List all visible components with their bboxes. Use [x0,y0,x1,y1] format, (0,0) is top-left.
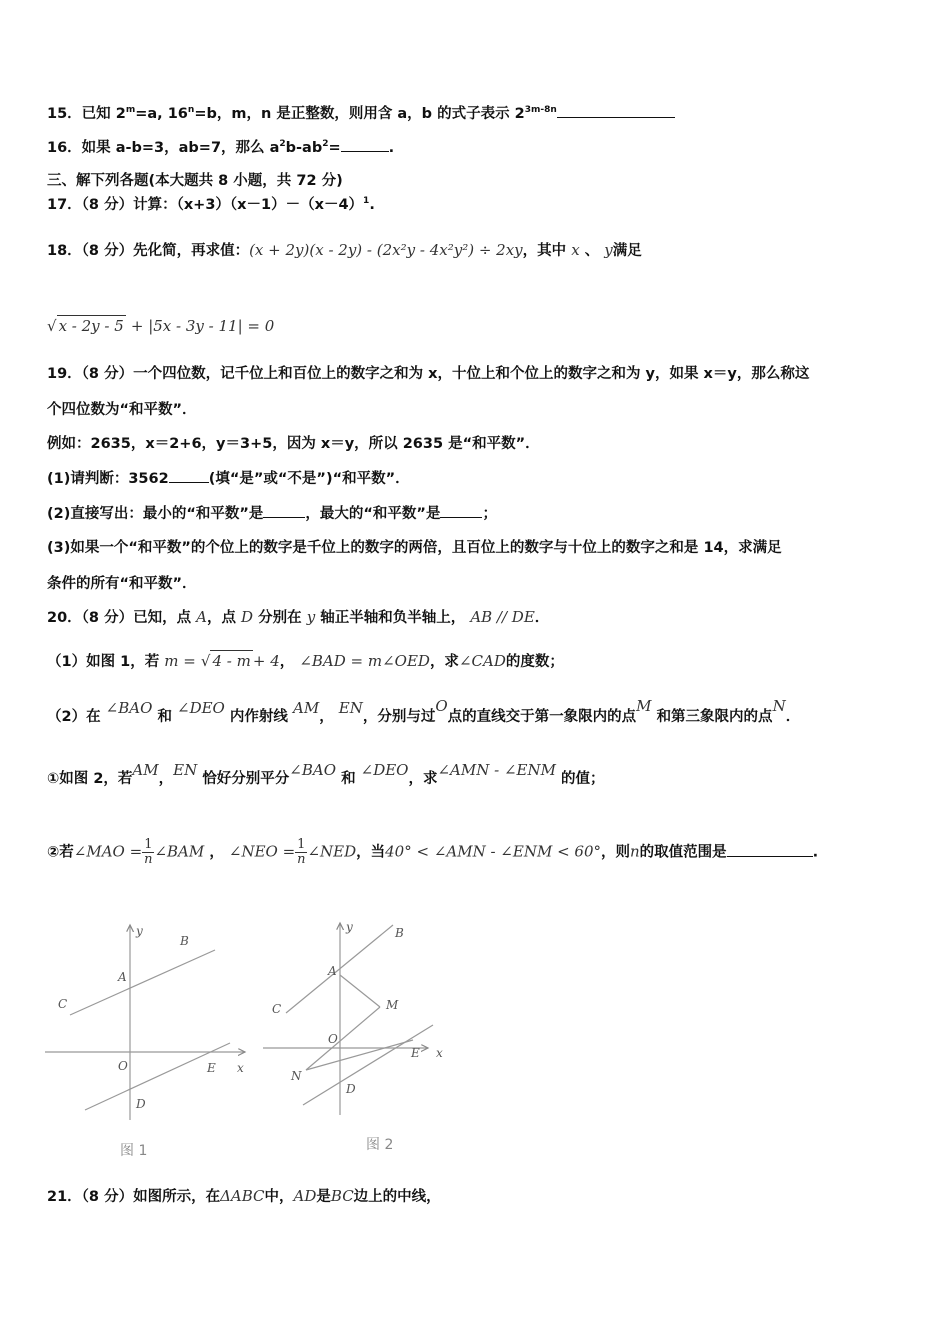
question-19-example: 例如：2635，x＝2+6，y＝3+5，因为 x＝y，所以 2635 是“和平数”． [47,436,540,452]
question-21: 21．（8 分）如图所示，在ΔABC中，AD是BC边上的中线， [47,1187,441,1205]
question-20-part-2: （2）在 ∠BAO 和 ∠DEO 内作射线 AM， EN，分别与过O点的直线交于第一象限内的点M 和第三象限内的点N． [47,697,801,725]
line-ab [70,950,215,1015]
ray-am [340,975,380,1007]
figure-2 [258,915,458,1165]
question-19-part-1: (1)请判断：3562 (填“是”或“不是”)“和平数”． [47,468,410,489]
question-19-part-3: (3)如果一个“和平数”的个位上的数字是千位上的数字的两倍，且百位上的数字与十位上的数字之和是 14，求满足 [47,540,782,556]
answer-blank [341,137,389,152]
line-de [85,1043,230,1110]
fig2-label-y: y [346,920,353,934]
fig2-label-c: C [272,1002,282,1016]
question-16: 16．如果 a-b=3，ab=7，那么 $a^2b-ab^2=$ . [47,137,394,158]
figure-1 [40,915,260,1165]
fig2-label-m: M [386,998,399,1012]
question-20-part-1: （1）如图 1，若 m = √ 4 - m + 4， ∠BAD = m∠OED，求∠CAD的度数； [47,652,564,670]
fig1-label-y: y [136,924,143,938]
answer-blank [169,468,209,483]
fig1-label-a: A [118,970,127,984]
question-19-line-2: 个四位数为“和平数”． [47,402,197,418]
question-20-case-1: ①如图 2，若AM，EN 恰好分别平分∠BAO 和 ∠DEO，求∠AMN - ∠ENM 的值； [47,761,605,787]
fig1-caption: 图 1 [120,1143,148,1159]
answer-blank [727,842,813,857]
fig2-label-e: E [411,1046,420,1060]
answer-blank [263,503,305,518]
fig2-label-d: D [346,1082,356,1096]
question-18-condition: √ x - 2y - 5 + |5x - 3y - 11| = 0 [47,317,275,335]
fig2-caption: 图 2 [366,1137,394,1153]
fig2-label-n: N [291,1069,302,1083]
question-15: 15．已知 $2^m=a$, $16^n=b$，m，n 是正整数，则用含 a，b 的式子表示 $2^{3m-8n}$ [47,103,675,124]
line-mn [306,1007,380,1070]
fig1-label-e: E [207,1061,216,1075]
section-3-heading: 三、解下列各题(本大题共 8 小题，共 72 分) [47,173,343,189]
fig1-label-x: x [237,1061,244,1075]
ray-en [306,1040,413,1070]
question-20: 20．（8 分）已知，点 A，点 D 分别在 y 轴正半轴和负半轴上， AB // DE． [47,608,550,626]
fig1-label-o: O [118,1059,128,1073]
question-19-line-1: 19．（8 分）一个四位数，记千位上和百位上的数字之和为 x，十位上和个位上的数字之和为 y，如果 x＝y，那么称这 [47,366,810,382]
fig2-label-x: x [436,1046,443,1060]
fig1-label-d: D [136,1097,146,1111]
fig2-label-o: O [328,1032,338,1046]
simplify-expression: (x + 2y)(x - 2y) - (2x²y - 4x²y²) ÷ 2xy [249,241,523,259]
fig1-label-c: C [58,997,68,1011]
question-17: 17．（8 分）计算：$(x+3)(x-1)-(x-4)^1$. [47,196,375,213]
fig2-label-a: A [328,964,337,978]
question-20-case-2: ②若∠MAO = $\frac{1}{n}$ ∠BAM ， ∠NEO = $\frac{1}{n}$ ∠NED，当40° < ∠AMN - ∠ENM < 60°，则n的取值范围是 . [47,837,819,867]
fig1-label-b: B [180,934,189,948]
question-18: 18．（8 分）先化简，再求值：(x + 2y)(x - 2y) - (2x²y - 4x²y²) ÷ 2xy，其中 x 、 y满足 [47,241,642,259]
fig2-label-b: B [395,926,404,940]
answer-blank [440,503,482,518]
answer-blank [557,103,675,118]
question-19-part-2: (2)直接写出：最小的“和平数”是 ，最大的“和平数”是 ； [47,503,497,524]
question-19-part-3-cont: 条件的所有“和平数”． [47,576,197,592]
